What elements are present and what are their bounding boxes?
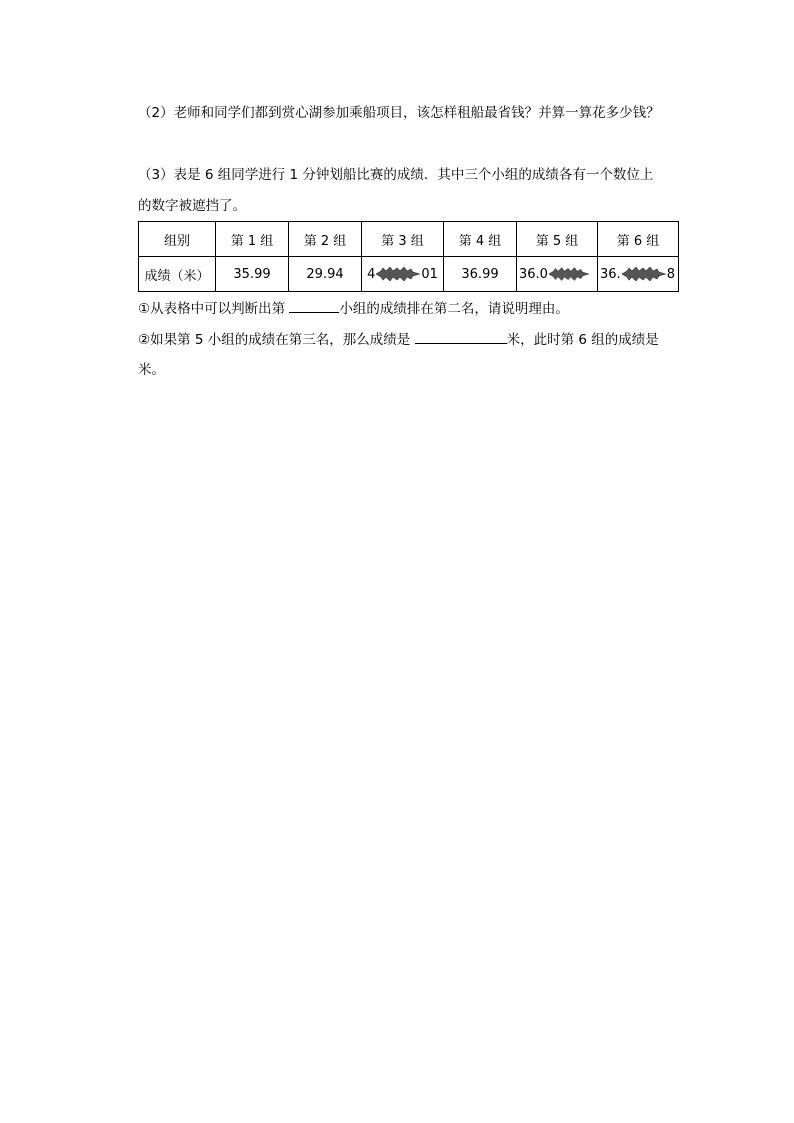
ink-splat-icon [376,267,420,281]
score-group-6-before: 36. [600,266,621,282]
score-group-3 [362,257,444,292]
sub-question-2-after: 米，此时第 6 组的成绩是 [506,332,659,348]
header-cell-group-5: 第 5 组 [517,222,598,257]
header-cell-group-6: 第 6 组 [598,222,679,257]
score-group-5 [517,257,598,292]
score-group-3-before: 4 [367,266,376,282]
score-group-1: 35.99 [216,257,289,292]
header-cell-group-2: 第 2 组 [289,222,362,257]
header-cell-group-1: 第 1 组 [216,222,289,257]
score-group-2: 29.94 [289,257,362,292]
sub-question-2-line-2: 米。 [138,362,165,378]
sub-question-1-before: ①从表格中可以判断出第 [138,301,286,317]
header-cell-group-4: 第 4 组 [444,222,517,257]
sub-question-2-before: ②如果第 5 小组的成绩在第三名，那么成绩是 [138,332,411,348]
sub-question-2 [138,329,659,350]
table-header-row [139,222,679,257]
question-2-text: （2）老师和同学们都到赏心湖参加乘船项目，该怎样租船最省钱？并算一算花多少钱？ [138,105,660,121]
row-label-score: 成绩（米） [139,257,216,292]
ink-splat-icon [622,267,666,281]
score-group-5-before: 36.0 [519,266,548,282]
score-group-3-after: 01 [421,266,438,282]
answer-blank-score[interactable] [415,329,507,344]
header-cell-group: 组别 [139,222,216,257]
question-3-line-2: 的数字被遮挡了。 [138,198,246,214]
scores-table [138,221,679,292]
header-cell-group-3: 第 3 组 [362,222,444,257]
sub-question-1-after: 小组的成绩排在第二名，请说明理由。 [339,301,569,317]
sub-question-1 [138,298,569,319]
score-group-6-after: 8 [666,266,675,282]
table-row [139,257,679,292]
score-group-4: 36.99 [444,257,517,292]
question-3-line-1: （3）表是 6 组同学进行 1 分钟划船比赛的成绩．其中三个小组的成绩各有一个数位上 [138,167,654,183]
answer-blank-group[interactable] [289,298,339,313]
ink-splat-icon [549,267,589,281]
score-group-6 [598,257,679,292]
